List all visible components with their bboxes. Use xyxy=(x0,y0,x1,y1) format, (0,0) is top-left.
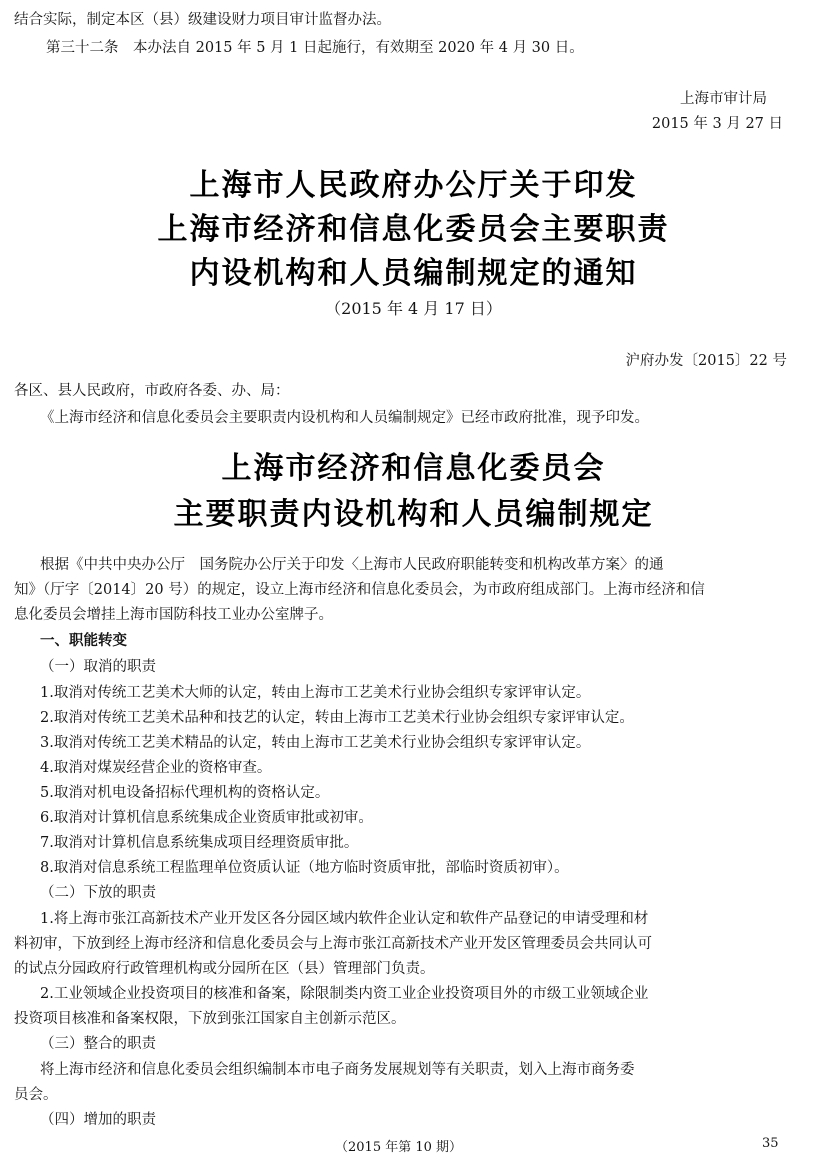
addressee: 各区、县人民政府，市政府各委、办、局： xyxy=(14,383,290,399)
cancelled-item: 5.取消对机电设备招标代理机构的资格认定。 xyxy=(40,785,330,801)
issue-date: 2015 年 3 月 27 日 xyxy=(651,116,783,132)
delegated-1-line-1: 1.将上海市张江高新技术产业开发区各分园区域内软件企业认定和软件产品登记的申请受理和材 xyxy=(40,911,649,927)
regulation-title-line-1: 上海市经济和信息化委员会 xyxy=(221,451,606,486)
subsection-integrated: （三）整合的职责 xyxy=(40,1036,156,1052)
article-32: 第三十二条 本办法自 2015 年 5 月 1 日起施行，有效期至 2020 年 4 月 30 日。 xyxy=(46,40,584,56)
issue-number: （2015 年第 10 期） xyxy=(335,1140,463,1155)
cancelled-item: 7.取消对计算机信息系统集成项目经理资质审批。 xyxy=(40,835,359,851)
intro-line-2: 知》（厅字〔2014〕20 号）的规定，设立上海市经济和信息化委员会，为市政府组成部门。上海市经济和信 xyxy=(14,582,705,598)
delegated-2-line-2: 投资项目核准和备案权限，下放到张江国家自主创新示范区。 xyxy=(14,1011,406,1027)
cancelled-item: 3.取消对传统工艺美术精品的认定，转由上海市工艺美术行业协会组织专家评审认定。 xyxy=(40,735,591,751)
regulation-title-line-2: 主要职责内设机构和人员编制规定 xyxy=(173,497,654,532)
cancelled-item: 8.取消对信息系统工程监理单位资质认证（地方临时资质审批，部临时资质初审）。 xyxy=(40,860,569,876)
doc-number: 沪府办发〔2015〕22 号 xyxy=(625,353,787,369)
issuer: 上海市审计局 xyxy=(680,91,767,107)
integrated-line-2: 员会。 xyxy=(14,1087,58,1103)
integrated-line-1: 将上海市经济和信息化委员会组织编制本市电子商务发展规划等有关职责，划入上海市商务委 xyxy=(40,1062,635,1078)
notice-date: （2015 年 4 月 17 日） xyxy=(325,299,502,318)
cancelled-item: 4.取消对煤炭经营企业的资格审查。 xyxy=(40,760,272,776)
intro-line-3: 息化委员会增挂上海市国防科技工业办公室牌子。 xyxy=(14,607,333,623)
cancelled-item: 6.取消对计算机信息系统集成企业资质审批或初审。 xyxy=(40,810,373,826)
subsection-delegated: （二）下放的职责 xyxy=(40,885,156,901)
subsection-added: （四）增加的职责 xyxy=(40,1112,156,1128)
page-number: 35 xyxy=(762,1136,779,1151)
notice-body: 《上海市经济和信息化委员会主要职责内设机构和人员编制规定》已经市政府批准，现予印发。 xyxy=(40,410,649,426)
notice-title-line-2: 上海市经济和信息化委员会主要职责 xyxy=(157,212,670,247)
notice-title-line-1: 上海市人民政府办公厅关于印发 xyxy=(189,168,638,203)
subsection-cancelled: （一）取消的职责 xyxy=(40,659,156,675)
intro-line-1: 根据《中共中央办公厅 国务院办公厅关于印发〈上海市人民政府职能转变和机构改革方案〉的通 xyxy=(40,557,664,573)
delegated-1-line-3: 的试点分园政府行政管理机构或分园所在区（县）管理部门负责。 xyxy=(14,961,435,977)
delegated-2-line-1: 2.工业领域企业投资项目的核准和备案，除限制类内资工业企业投资项目外的市级工业领域企业 xyxy=(40,986,649,1002)
cancelled-item: 1.取消对传统工艺美术大师的认定，转由上海市工艺美术行业协会组织专家评审认定。 xyxy=(40,685,591,701)
section-heading: 一、职能转变 xyxy=(40,633,127,649)
notice-title-line-3: 内设机构和人员编制规定的通知 xyxy=(189,256,638,291)
carryover-text: 结合实际，制定本区（县）级建设财力项目审计监督办法。 xyxy=(14,12,391,28)
cancelled-item: 2.取消对传统工艺美术品种和技艺的认定，转由上海市工艺美术行业协会组织专家评审认定。 xyxy=(40,710,634,726)
delegated-1-line-2: 料初审，下放到经上海市经济和信息化委员会与上海市张江高新技术产业开发区管理委员会共同认可 xyxy=(14,936,652,952)
